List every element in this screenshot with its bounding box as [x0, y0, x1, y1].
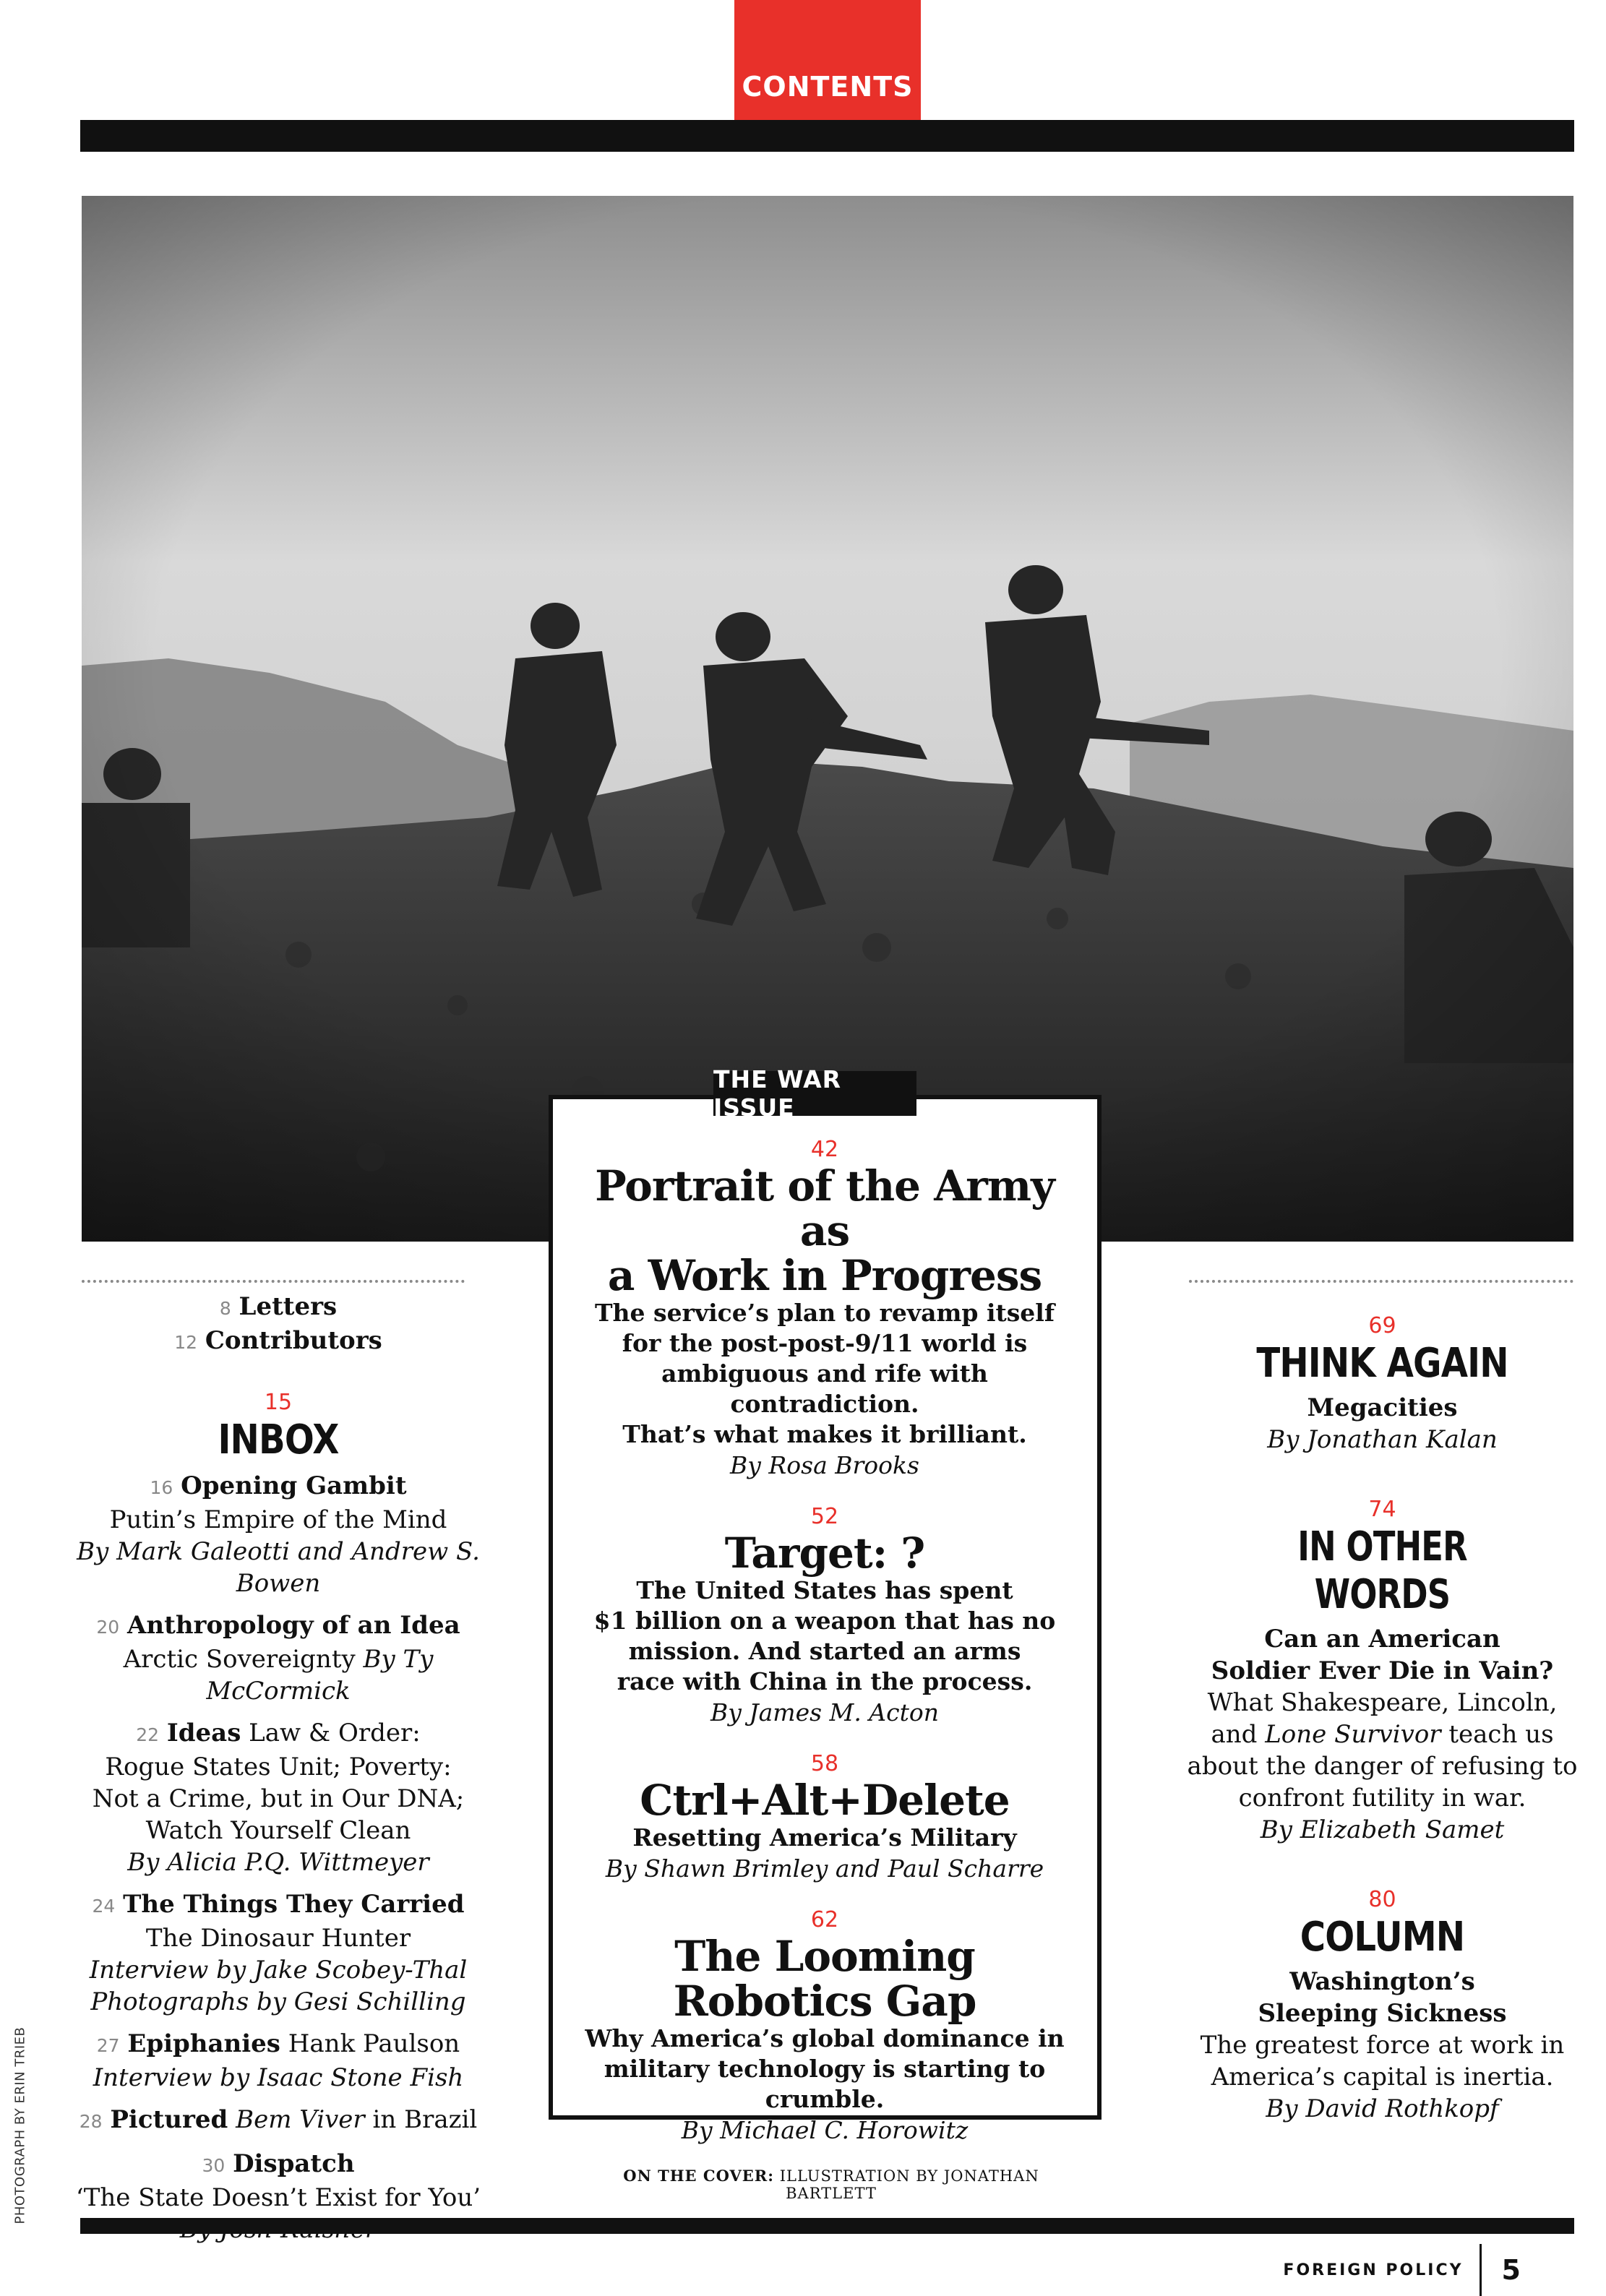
- toc-entry[interactable]: 27 Epiphanies Hank Paulson Interview by Isaac Stone Fish: [93, 2029, 464, 2092]
- photo-credit: PHOTOGRAPH BY ERIN TRIEB: [12, 2026, 28, 2224]
- right-section[interactable]: 69 THINK AGAIN Megacities By Jonathan Kalan: [1256, 1313, 1508, 1454]
- feature-entry[interactable]: 52 Target: ? The United States has spent $1 billion on a weapon that has no mission. And started an arms race with China in the process. By James M. Acton: [593, 1504, 1056, 1727]
- toc-entry[interactable]: 16 Opening Gambit Putin’s Empire of the Mind By Mark Galeotti and Andrew S. Bowen: [77, 1471, 480, 1598]
- left-dotted-rule: [82, 1280, 465, 1283]
- right-dotted-rule: [1189, 1280, 1573, 1283]
- bottom-rule-bar: [80, 2218, 1574, 2234]
- section-title-inbox: INBOX: [218, 1416, 339, 1463]
- feature-entry[interactable]: 42 Portrait of the Army as a Work in Progress The service’s plan to revamp itself for the post-post-9/11 world is ambiguous and rife with contradiction. That’s what makes it brilliant. By Rosa Brooks: [594, 1137, 1055, 1479]
- toc-entry[interactable]: 30 Dispatch ‘The State Doesn’t Exist for You’: [75, 2149, 481, 2212]
- cover-credit: ON THE COVER: ILLUSTRATION BY JONATHAN BARTLETT: [623, 2167, 1039, 2202]
- right-section[interactable]: 74 IN OTHER WORDS Can an American Soldier Ever Die in Vain? What Shakespeare, Lincoln, and Lone Survivor teach us about the danger of refusing to confront futility in war. By Elizabeth Samet: [1187, 1497, 1578, 1844]
- right-column: [1185, 1312, 1579, 2125]
- toc-entry[interactable]: 20 Anthropology of an Idea Arctic Sovereignty By Ty McCormick: [96, 1611, 460, 1706]
- short-item[interactable]: 12 Contributors: [174, 1326, 382, 1355]
- top-rule-bar: [80, 120, 1574, 152]
- toc-entry[interactable]: 22 Ideas Law & Order: Rogue States Unit; Poverty: Not a Crime, but in Our DNA; Watch Yourself Clean By Alicia P.Q. Wittmeyer: [92, 1719, 465, 1877]
- toc-entry[interactable]: 28 Pictured Bem Viver in Brazil: [79, 2105, 478, 2134]
- contents-tab: [734, 0, 921, 120]
- feature-entry[interactable]: 62 The Looming Robotics Gap Why America’s global dominance in military technology is starting to crumble. By Michael C. Horowitz: [585, 1907, 1065, 2144]
- section-page-number: 15: [264, 1390, 293, 1415]
- left-column: [65, 1291, 491, 2256]
- right-section[interactable]: 80 COLUMN Washington’s Sleeping Sickness The greatest force at work in America’s capital is inertia. By David Rothkopf: [1200, 1887, 1565, 2123]
- toc-entry[interactable]: 24 The Things They Carried The Dinosaur Hunter Interview by Jake Scobey-Thal Photographs by Gesi Schilling: [89, 1890, 468, 2016]
- publication-name: FOREIGN POLICY: [1283, 2261, 1464, 2279]
- short-item[interactable]: 8 Letters: [219, 1292, 338, 1321]
- war-issue-label: THE WAR ISSUE: [713, 1071, 916, 1116]
- feature-entry[interactable]: 58 Ctrl+Alt+Delete Resetting America’s Military By Shawn Brimley and Paul Scharre: [605, 1751, 1044, 1883]
- feature-list: [564, 1136, 1086, 2146]
- page-number: 5: [1501, 2254, 1521, 2286]
- folio: [1283, 2244, 1521, 2296]
- contents-tab-label: CONTENTS: [742, 71, 914, 103]
